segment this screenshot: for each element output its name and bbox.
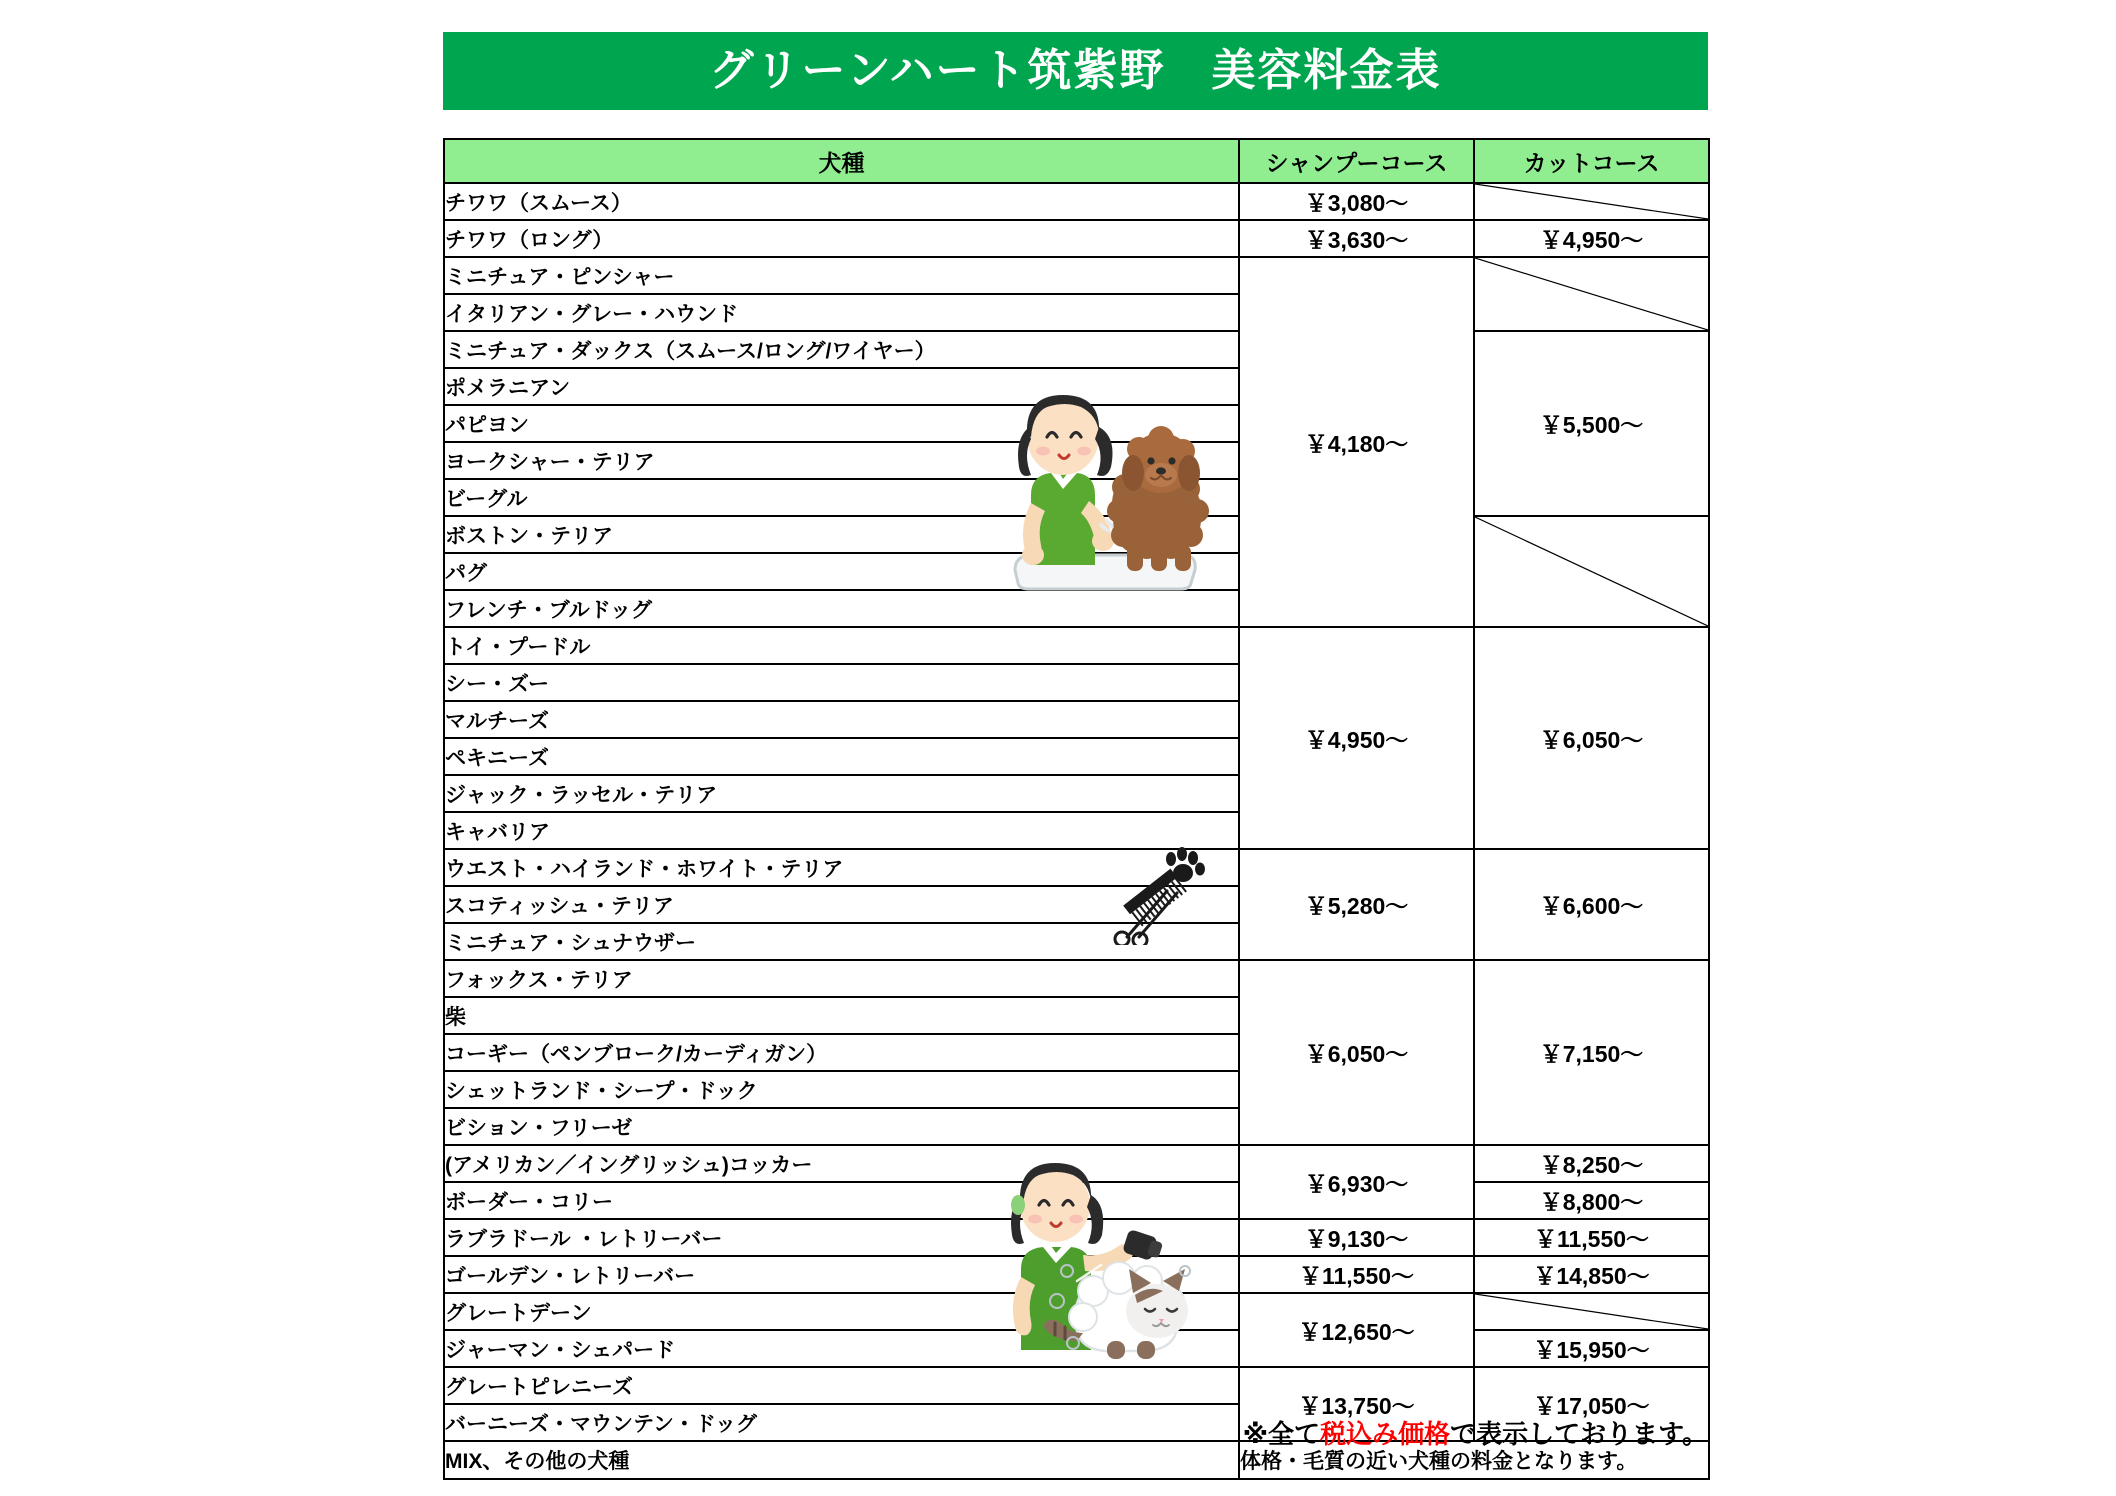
breed-name: ラブラドール ・レトリーバー	[444, 1219, 1239, 1256]
breed-name: グレートデーン	[444, 1293, 1239, 1330]
breed-name: シー・ズー	[444, 664, 1239, 701]
breed-name: ボストン・テリア	[444, 516, 1239, 553]
price-shampoo: ￥4,180〜	[1239, 257, 1474, 627]
breed-name: ビーグル	[444, 479, 1239, 516]
breed-name: トイ・プードル	[444, 627, 1239, 664]
breed-name: ペキニーズ	[444, 738, 1239, 775]
table-row	[444, 1145, 1709, 1182]
diagonal-strike-icon	[1475, 184, 1708, 219]
price-cut: ￥6,050〜	[1474, 627, 1709, 849]
table-row	[444, 220, 1709, 257]
breed-name: キャバリア	[444, 812, 1239, 849]
breed-name: ジャック・ラッセル・テリア	[444, 775, 1239, 812]
price-shampoo: ￥12,650〜	[1239, 1293, 1474, 1367]
price-shampoo: ￥6,930〜	[1239, 1145, 1474, 1219]
breed-name: パピヨン	[444, 405, 1239, 442]
table-row	[444, 1367, 1709, 1404]
price-cut-unavailable	[1474, 516, 1709, 627]
breed-name: ヨークシャー・テリア	[444, 442, 1239, 479]
diagonal-strike-icon	[1475, 517, 1708, 626]
tax-note-prefix: ※全て	[1242, 1419, 1321, 1449]
table-row	[444, 1182, 1709, 1219]
breed-name: マルチーズ	[444, 701, 1239, 738]
breed-name: ウエスト・ハイランド・ホワイト・テリア	[444, 849, 1239, 886]
table-row	[444, 331, 1709, 368]
breed-name: ポメラニアン	[444, 368, 1239, 405]
breed-name: シェットランド・シープ・ドック	[444, 1071, 1239, 1108]
table-row	[444, 257, 1709, 294]
table-row	[444, 627, 1709, 664]
mix-note: 体格・毛質の近い犬種の料金となります。	[1239, 1441, 1709, 1479]
breed-name: ミニチュア・ピンシャー	[444, 257, 1239, 294]
breed-name: ビション・フリーゼ	[444, 1108, 1239, 1145]
table-row	[444, 849, 1709, 886]
breed-name: (アメリカン／イングリッシュ)コッカー	[444, 1145, 1239, 1182]
breed-name-mix: MIX、その他の犬種	[444, 1441, 1239, 1479]
table-row	[444, 960, 1709, 997]
price-cut: ￥15,950〜	[1474, 1330, 1709, 1367]
breed-name: イタリアン・グレー・ハウンド	[444, 294, 1239, 331]
column-header-breed: 犬種	[444, 139, 1239, 183]
diagonal-strike-icon	[1475, 258, 1708, 330]
breed-name: スコティッシュ・テリア	[444, 886, 1239, 923]
column-header-cut: カットコース	[1474, 139, 1709, 183]
price-cut: ￥5,500〜	[1474, 331, 1709, 516]
price-shampoo: ￥9,130〜	[1239, 1219, 1474, 1256]
price-cut-unavailable	[1474, 183, 1709, 220]
breed-name: コーギー（ペンブローク/カーディガン）	[444, 1034, 1239, 1071]
page-title: グリーンハート筑紫野 美容料金表	[709, 46, 1442, 95]
breed-name: ボーダー・コリー	[444, 1182, 1239, 1219]
breed-name: 柴	[444, 997, 1239, 1034]
table-row	[444, 183, 1709, 220]
breed-name: ゴールデン・レトリーバー	[444, 1256, 1239, 1293]
price-shampoo: ￥3,630〜	[1239, 220, 1474, 257]
breed-name: バーニーズ・マウンテン・ドッグ	[444, 1404, 1239, 1441]
breed-name: パグ	[444, 553, 1239, 590]
breed-name: ミニチュア・シュナウザー	[444, 923, 1239, 960]
price-cut-unavailable	[1474, 257, 1709, 331]
price-shampoo: ￥13,750〜	[1239, 1367, 1474, 1441]
price-cut: ￥7,150〜	[1474, 960, 1709, 1145]
breed-name: チワワ（スムース）	[444, 183, 1239, 220]
breed-name: フォックス・テリア	[444, 960, 1239, 997]
breed-name: グレートピレニーズ	[444, 1367, 1239, 1404]
tax-note-suffix: で表示しております。	[1450, 1419, 1708, 1449]
price-table	[443, 138, 1710, 1480]
breed-name: ジャーマン・シェパード	[444, 1330, 1239, 1367]
price-shampoo: ￥5,280〜	[1239, 849, 1474, 960]
table-row	[444, 516, 1709, 553]
price-shampoo: ￥6,050〜	[1239, 960, 1474, 1145]
table-row	[444, 1219, 1709, 1256]
breed-name: ミニチュア・ダックス（スムース/ロング/ワイヤー）	[444, 331, 1239, 368]
breed-name: チワワ（ロング）	[444, 220, 1239, 257]
table-row	[444, 1256, 1709, 1293]
column-header-shampoo: シャンプーコース	[1239, 139, 1474, 183]
title-banner	[443, 32, 1708, 110]
table-row	[444, 1330, 1709, 1367]
diagonal-strike-icon	[1475, 1294, 1708, 1329]
tax-note	[443, 1414, 1708, 1451]
price-cut: ￥17,050〜	[1474, 1367, 1709, 1441]
price-shampoo: ￥3,080〜	[1239, 183, 1474, 220]
price-cut: ￥11,550〜	[1474, 1219, 1709, 1256]
price-shampoo: ￥11,550〜	[1239, 1256, 1474, 1293]
price-cut: ￥4,950〜	[1474, 220, 1709, 257]
price-cut: ￥6,600〜	[1474, 849, 1709, 960]
table-row	[444, 1293, 1709, 1330]
price-shampoo: ￥4,950〜	[1239, 627, 1474, 849]
table-header-row	[444, 139, 1709, 183]
breed-name: フレンチ・ブルドッグ	[444, 590, 1239, 627]
price-cut: ￥8,800〜	[1474, 1182, 1709, 1219]
price-cut-unavailable	[1474, 1293, 1709, 1330]
tax-note-highlight: 税込み価格	[1320, 1419, 1451, 1449]
price-cut: ￥8,250〜	[1474, 1145, 1709, 1182]
price-cut: ￥14,850〜	[1474, 1256, 1709, 1293]
